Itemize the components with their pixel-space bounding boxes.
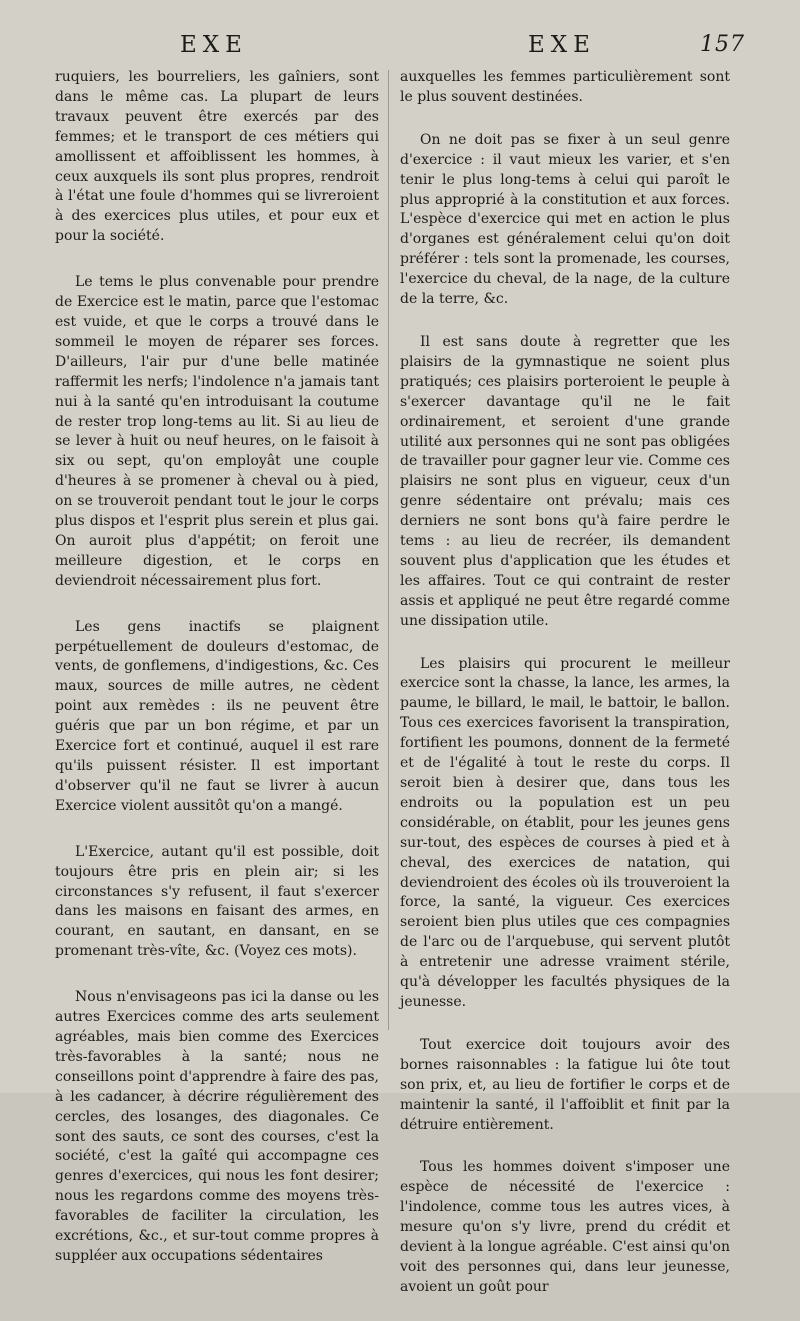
paragraph: Les gens inactifs se plaignent perpétuellement de douleurs d'estomac, de vents, de gonflemens, d'indigestions, &c. Ces maux, sources de mille autres, ne cèdent point aux remèdes : ils ne peuvent être guéris que par un bon régime, et par un Exercice fort et continué, auquel il est rare qu'ils puissent résister. Il est important d'observer qu'il ne faut se livrer à aucun Exercice violent aussitôt qu'on a mangé. xyxy=(55,618,379,814)
page-number: 157 xyxy=(700,32,745,57)
header-left-word: EXE xyxy=(180,32,248,58)
right-column xyxy=(400,68,730,1321)
paragraph: On ne doit pas se fixer à un seul genre d'exercice : il vaut mieux les varier, et s'en tenir le plus long-tems à celui qui paroît le plus approprié à la constitution et aux forces. L'espèce d'exercice qui met en action le plus d'organes est généralement celui qu'on doit préférer : tels sont la promenade, les courses, l'exercice du cheval, de la nage, de la culture de la terre, &c. xyxy=(400,131,730,308)
paragraph: Le tems le plus convenable pour prendre de Exercice est le matin, parce que l'estomac est vuide, et que le corps a trouvé dans le sommeil le moyen de réparer ses forces. D'ailleurs, l'air pur d'une belle matinée raffermit les nerfs; l'indolence n'a jamais tant nui à la santé qu'en introduisant la coutume de rester trop long-tems au lit. Si au lieu de se lever à huit ou neuf heures, on le faisoit à six ou sept, qu'on employât une couple d'heures à se promener à cheval ou à pied, on se trouveroit pendant tout le jour le corps plus dispos et l'esprit plus serein et plus gai. On auroit plus d'appétit; on feroit une meilleure digestion, et le corps en deviendroit nécessairement plus fort. xyxy=(55,274,379,589)
paragraph: Tout exercice doit toujours avoir des bornes raisonnables : la fatigue lui ôte tout son prix, et, au lieu de fortifier le corps et de maintenir la santé, il l'affoiblit et finit par la détruire entièrement. xyxy=(400,1036,730,1133)
paragraph: Tous les hommes doivent s'imposer une espèce de nécessité de l'exercice : l'indolence, comme tous les autres vices, à mesure qu'on s'y livre, prend du crédit et devient à la longue agréable. C'est ainsi qu'on voit des personnes qui, dans leur jeunesse, avoient un goût pour xyxy=(400,1159,730,1295)
paragraph: L'Exercice, autant qu'il est possible, doit toujours être pris en plein air; si les circonstances s'y refusent, il faut s'exercer dans les maisons en faisant des armes, en courant, en sautant, en dansant, en se promenant très-vîte, &c. (Voyez ces mots). xyxy=(55,843,379,960)
header-right-word: EXE xyxy=(528,32,596,58)
paragraph: auxquelles les femmes particulièrement sont le plus souvent destinées. xyxy=(400,69,730,105)
paragraph: Il est sans doute à regretter que les plaisirs de la gymnastique ne soient plus pratiqués; ces plaisirs porteroient le peuple à s'exercer davantage qu'il ne le fait ordinairement, et seroient d'une grande utilité aux personnes qui ne sont pas obligées de travailler pour gagner leur vie. Comme ces plaisirs ne sont plus en vigueur, ceux d'un genre sédentaire ont prévalu; mais ces derniers ne sont bons qu'à faire perdre le tems : au lieu de recréer, ils demandent souvent plus d'application que les études et les affaires. Tout ce qui contraint de rester assis et appliqué ne peut être regardé comme une dissipation utile. xyxy=(400,333,730,629)
paragraph: Nous n'envisageons pas ici la danse ou les autres Exercices comme des arts seulement agréables, mais bien comme des Exercices très-favorables à la santé; nous ne conseillons point d'apprendre à faire des pas, à les cadancer, à décrire régulièrement des cercles, des losanges, des diagonales. Ce sont des sauts, ce sont des courses, c'est la société, c'est la gaîté qui accompagne ces genres d'exercices, qui nous les font desirer; nous les regardons comme des moyens très-favorables de faciliter la circulation, les excrétions, &c., et sur-tout comme propres à suppléer aux occupations sédentaires xyxy=(55,989,379,1264)
running-header xyxy=(0,32,800,66)
column-divider xyxy=(388,70,389,1030)
paragraph: Les plaisirs qui procurent le meilleur exercice sont la chasse, la lance, les armes, la paume, le billard, le mail, le battoir, le ballon. Tous ces exercices favorisent la transpiration, fortifient les poumons, donnent de la fermeté et de l'égalité à tout le reste du corps. Il seroit bien à desirer que, dans tous les endroits ou la population est un peu considérable, on établit, pour les jeunes gens sur-tout, des espèces de courses à pied et à cheval, des exercices de natation, qui deviendroient des écoles où ils trouveroient la force, la santé, la vigueur. Ces exercices seroient bien plus utiles que ces compagnies de l'arc ou de l'arquebuse, qui servent plutôt à entretenir une adresse vraiment stérile, qu'à développer les facultés physiques de la jeunesse. xyxy=(400,655,730,1010)
left-column xyxy=(55,68,379,1293)
paragraph: ruquiers, les bourreliers, les gaîniers, sont dans le même cas. La plupart de leurs travaux peuvent être exercés par des femmes; et le transport de ces métiers qui amollissent et affoiblissent les hommes, à ceux auxquels ils sont plus propres, rendroit à l'état une foule d'hommes qui se livreroient à des exercices plus utiles, et pour eux et pour la société. xyxy=(55,69,379,245)
